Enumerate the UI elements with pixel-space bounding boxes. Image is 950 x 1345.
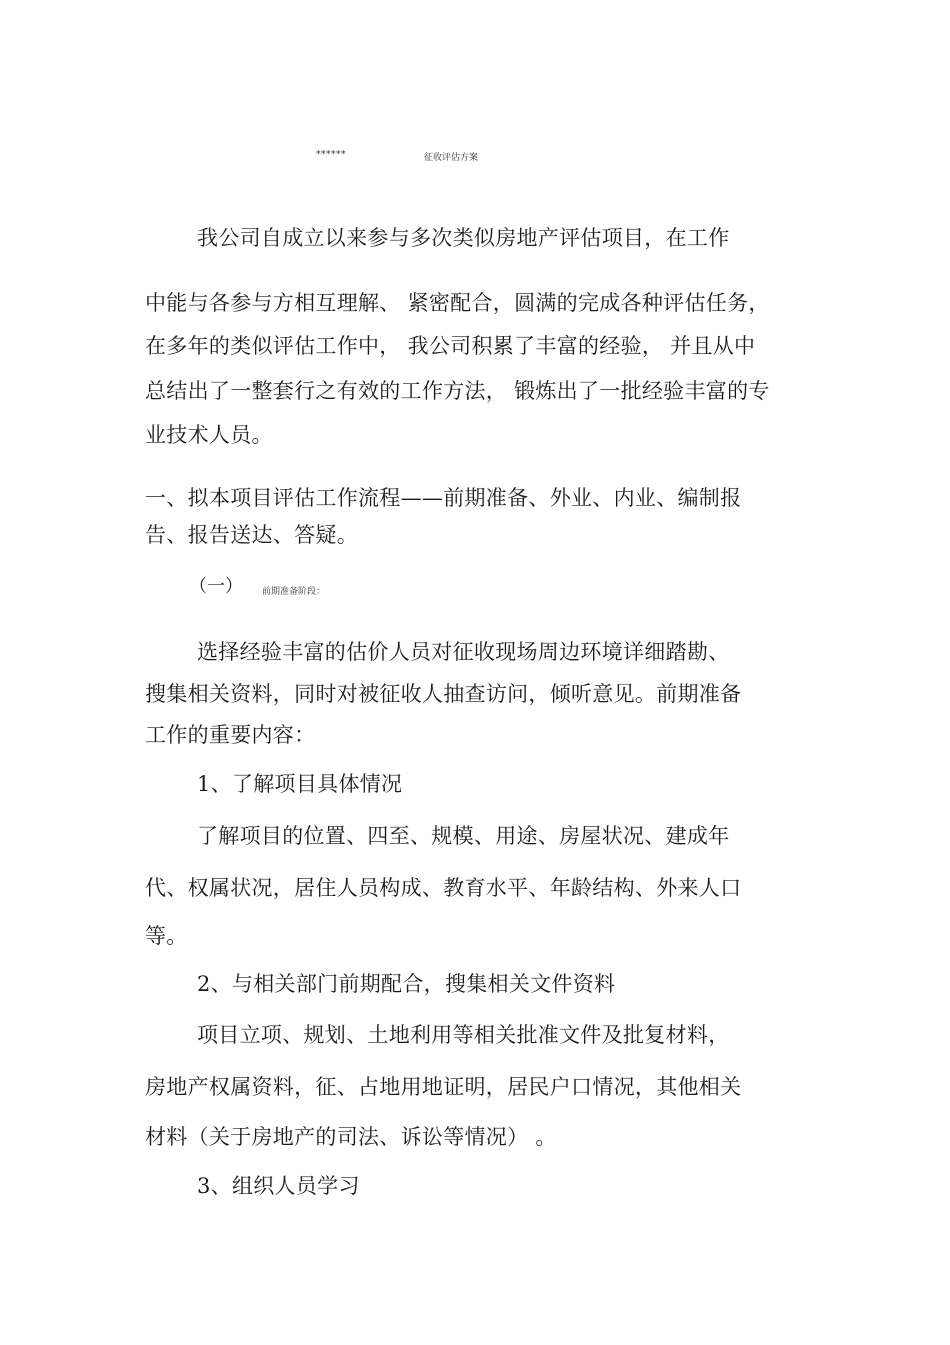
paragraph-line: 工作的重要内容：: [145, 723, 316, 747]
header-title: 征收评估方案: [424, 153, 479, 163]
item-2-title: 2、与相关部门前期配合，搜集相关文件资料: [197, 972, 616, 996]
intro-line-2: 中能与各参与方相互理解、 紧密配合，圆满的完成各种评估任务，: [145, 291, 770, 315]
item-2-line: 项目立项、规划、土地利用等相关批准文件及批复材料，: [197, 1023, 730, 1047]
intro-line-1: 我公司自成立以来参与多次类似房地产评估项目，在工作: [197, 226, 730, 250]
paragraph-line: 选择经验丰富的估价人员对征收现场周边环境详细踏勘、: [197, 640, 730, 664]
paragraph-line: 搜集相关资料，同时对被征收人抽查访问，倾听意见。前期准备: [145, 682, 742, 706]
subsection-title: 前期准备阶段：: [262, 587, 326, 597]
item-1-title: 1、了解项目具体情况: [197, 772, 403, 796]
intro-line-3: 在多年的类似评估工作中， 我公司积累了丰富的经验， 并且从中: [145, 334, 756, 358]
section-heading-line-2: 告、报告送达、答疑。: [145, 523, 358, 547]
item-1-line: 等。: [145, 924, 188, 948]
item-2-line: 材料（关于房地产的司法、诉讼等情况） 。: [145, 1125, 557, 1149]
item-2-line: 房地产权属资料，征、占地用地证明，居民户口情况，其他相关: [145, 1075, 742, 1099]
header-mark: ******: [316, 150, 346, 160]
subsection-number: （一）: [189, 576, 243, 597]
item-1-line: 了解项目的位置、四至、规模、用途、房屋状况、建成年: [197, 824, 730, 848]
intro-line-4: 总结出了一整套行之有效的工作方法， 锻炼出了一批经验丰富的专: [145, 379, 770, 403]
section-heading-line-1: 一、拟本项目评估工作流程——前期准备、外业、内业、编制报: [145, 486, 742, 510]
item-1-line: 代、权属状况，居住人员构成、教育水平、年龄结构、外来人口: [145, 876, 742, 900]
item-3-title: 3、组织人员学习: [197, 1174, 360, 1198]
intro-line-5: 业技术人员。: [145, 423, 273, 447]
